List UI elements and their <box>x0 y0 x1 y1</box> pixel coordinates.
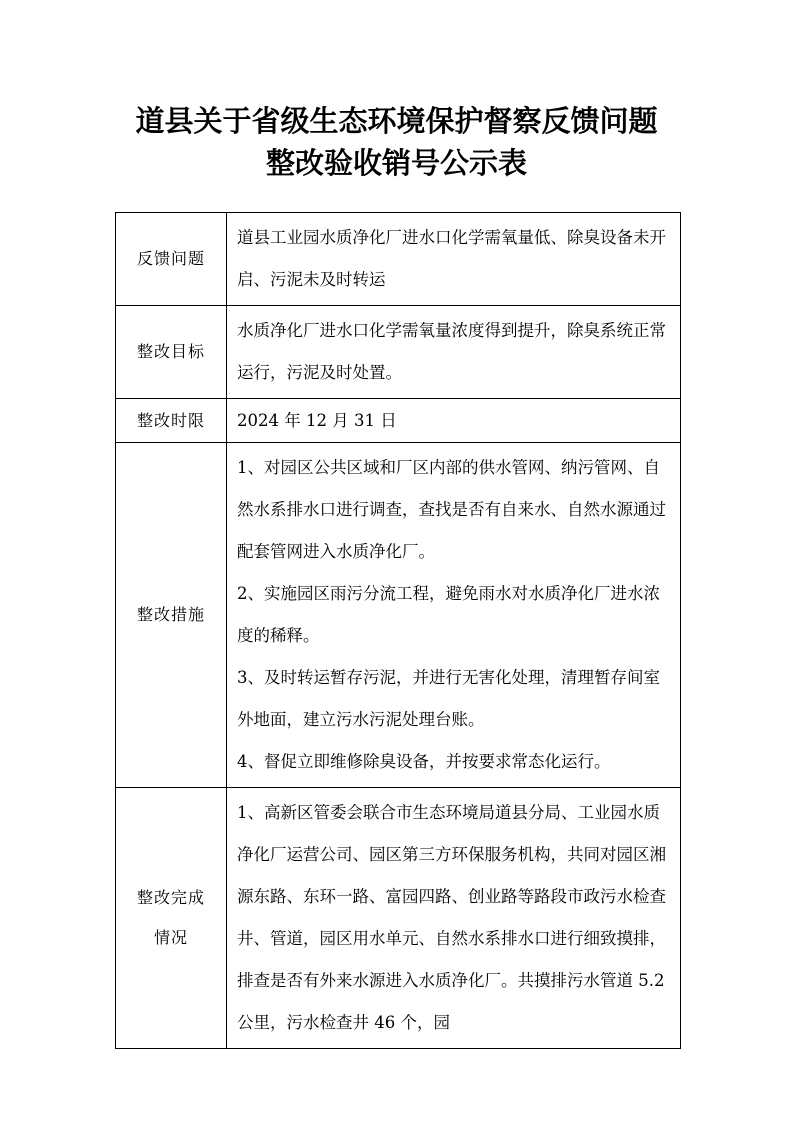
content-paragraph: 1、高新区管委会联合市生态环境局道县分局、工业园水质净化厂运营公司、园区第三方环保服务机构，共同对园区湘源东路、东环一路、富园四路、创业路等路段市政污水检查井、管道，园区用水单元、自然水系排水口进行细致摸排，排查是否有外来水源进入水质净化厂。共摸排污水管道 5.2 公里，污水检查井 46 个，园 <box>237 803 666 1032</box>
table-row <box>116 788 681 1049</box>
table-row <box>116 306 681 399</box>
page-title-line2: 整改验收销号公示表 <box>265 146 527 180</box>
row-label-deadline: 整改时限 <box>116 399 227 443</box>
row-content-deadline <box>227 399 681 443</box>
content-paragraph: 水质净化厂进水口化学需氧量浓度得到提升，除臭系统正常运行，污泥及时处置。 <box>237 321 666 382</box>
page-title-line1: 道县关于省级生态环境保护督察反馈问题 <box>135 104 658 138</box>
table-row <box>116 213 681 306</box>
rectification-table <box>115 212 681 1049</box>
row-content-feedback-issue <box>227 213 681 306</box>
table-row <box>116 443 681 788</box>
row-label-measures: 整改措施 <box>116 443 227 788</box>
row-label-feedback-issue: 反馈问题 <box>116 213 227 306</box>
row-label-completion <box>116 788 227 1049</box>
row-label-completion-line2: 情况 <box>153 928 188 947</box>
content-paragraph: 1、对园区公共区域和厂区内部的供水管网、纳污管网、自然水系排水口进行调查，查找是否有自来水、自然水源通过配套管网进入水质净化厂。 <box>237 458 666 561</box>
row-content-completion <box>227 788 681 1049</box>
content-paragraph: 2024 年 12 月 31 日 <box>237 410 397 430</box>
content-paragraph: 道县工业园水质净化厂进水口化学需氧量低、除臭设备未开启、污泥未及时转运 <box>237 228 666 289</box>
content-paragraph: 2、实施园区雨污分流工程，避免雨水对水质净化厂进水浓度的稀释。 <box>237 584 660 645</box>
row-label-target: 整改目标 <box>116 306 227 399</box>
row-content-measures <box>227 443 681 788</box>
row-content-target <box>227 306 681 399</box>
content-paragraph: 3、及时转运暂存污泥，并进行无害化处理，清理暂存间室外地面，建立污水污泥处理台账。 <box>237 668 660 729</box>
content-paragraph: 4、督促立即维修除臭设备，并按要求常态化运行。 <box>237 752 611 771</box>
table-row <box>116 399 681 443</box>
row-label-completion-line1: 整改完成 <box>136 888 205 907</box>
